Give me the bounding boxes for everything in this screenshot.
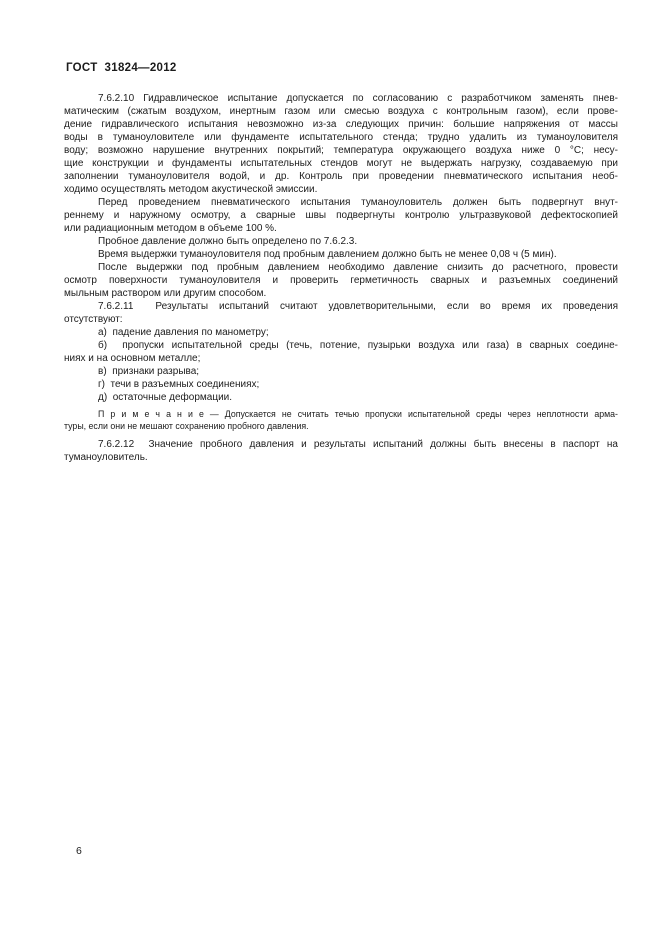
text-line: в) признаки разрыва; [98,366,200,377]
text-line: После выдержки под пробным давлением необходимо давление снизить до расчетного, провести [98,262,618,273]
list-item-b [64,339,618,365]
text-line: 7.6.2.11 Результаты испытаний считают удовлетворительными, если во время их проведения [98,301,618,312]
text-line: или радиационным методом в объеме 100 %. [64,223,277,234]
document-header-standard-number: ГОСТ 31824—2012 [66,62,177,74]
list-item-g [64,378,618,391]
clause-7-6-2-12 [64,438,618,464]
text-line: отсутствуют: [64,314,123,325]
text-line: туманоуловитель. [64,452,148,463]
text-line: г) течи в разъемных соединениях; [98,379,260,390]
text-line: туры, если они не мешают сохранению пробного давления. [64,420,309,431]
text-line: б) пропуски испытательной среды (течь, потение, пузырьки воздуха или газа) в сварных соедине- [98,340,618,351]
clause-test-pressure [64,235,618,248]
clause-holding-time [64,248,618,261]
text-line: Перед проведением пневматического испытания туманоуловитель должен быть подвергнут внут- [98,197,618,208]
text-line: а) падение давления по манометру; [98,327,269,338]
text-line: воды в туманоуловителе или фундаменте испытательного стенда; трудно удалить из туманоуловителя [64,132,618,143]
text-line: П р и м е ч а н и е — Допускается не считать течью пропуски испытательной среды через неплотности арма- [98,409,618,419]
text-line: 7.6.2.10 Гидравлическое испытание допускается по согласованию с разработчиком заменять пнев- [98,93,618,104]
clause-after-holding [64,261,618,300]
list-item-v [64,365,618,378]
text-line: дение гидравлического испытания невозможно из-за следующих причин: большие напряжения от массы [64,119,618,130]
text-line: Пробное давление должно быть определено по 7.6.2.3. [98,236,358,247]
text-line: щие конструкции и фундаменты испытательных стендов могут не выдержать нагрузку, создаваемую при [64,158,618,169]
text-line: 7.6.2.12 Значение пробного давления и результаты испытаний должны быть внесены в паспорт на [98,439,618,450]
text-line: заполнении туманоуловителя водой, и др. Контроль при проведении пневматического испытания необ- [64,171,618,182]
text-line: реннему и наружному осмотру, а сварные швы подвергнуты контролю ультразвуковой дефектоскопией [64,210,618,221]
text-line: воду; возможно нарушение внутренних покрытий; температура окружающего воздуха ниже 0 °С; несу- [64,145,618,156]
clause-7-6-2-11 [64,300,618,326]
text-line: осмотр поверхности туманоуловителя и проверить герметичность сварных и разъемных соединений [64,275,618,286]
list-item-d [64,391,618,404]
page-number: 6 [76,845,82,857]
clause-7-6-2-10 [64,92,618,196]
text-line: мыльным раствором или другим способом. [64,288,267,299]
text-line: Время выдержки туманоуловителя под пробным давлением должно быть не менее 0,08 ч (5 мин). [98,249,557,260]
text-line: д) остаточные деформации. [98,392,233,403]
text-line: ниях и на основном металле; [64,353,201,364]
clause-7-6-2-10-inspection [64,196,618,235]
text-line: матическим (сжатым воздухом, инертным газом или смесью воздуха с контрольным газом), если прове- [64,106,618,117]
note-paragraph [64,409,618,432]
document-content [64,92,618,464]
list-item-a [64,326,618,339]
text-line: ходимо осуществлять методом акустической эмиссии. [64,184,318,195]
